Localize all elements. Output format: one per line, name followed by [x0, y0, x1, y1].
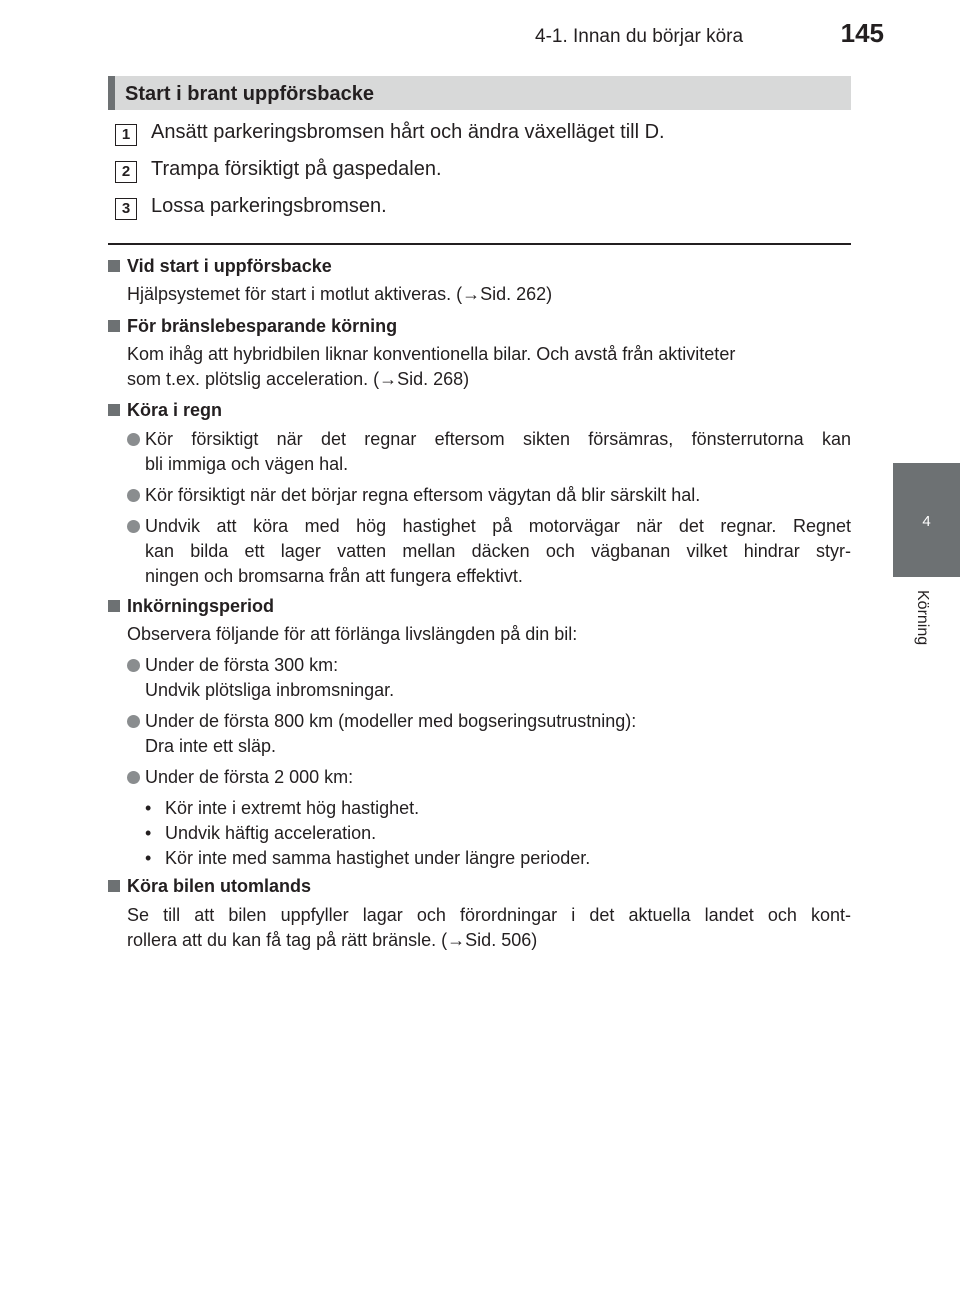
- circle-bullet-icon: [127, 520, 140, 533]
- sub-list-item: • Kör inte i extremt hög hastighet.: [145, 798, 420, 818]
- circle-bullet-icon: [127, 771, 140, 784]
- step-text: Ansätt parkeringsbromsen hårt och ändra växelläget till D.: [151, 121, 665, 143]
- square-bullet-icon: [108, 404, 120, 416]
- chapter-label: Körning: [914, 590, 931, 646]
- note-text: Observera följande för att förlänga livslängden på din bil:: [127, 624, 578, 644]
- section-title: Start i brant uppförsbacke: [125, 83, 374, 105]
- list-item: Under de första 800 km (modeller med bogseringsutrustning): Dra inte ett släp.: [127, 709, 851, 759]
- circle-bullet-icon: [127, 433, 140, 446]
- section-accent: [108, 76, 115, 110]
- note-text: Hjälpsystemet för start i motlut aktiveras. (→Sid. 262): [127, 284, 553, 304]
- chapter-tab: [893, 463, 960, 577]
- step-number: 3: [115, 198, 137, 220]
- square-bullet-icon: [108, 600, 120, 612]
- note-heading-vid-start: Vid start i uppförsbacke: [108, 256, 332, 277]
- list-item: Undvik att köra med hög hastighet på motorvägar när det regnar. Regnet kan bilda ett lager vatten mellan däcken och vägbanan vilket hindrar styr- ningen och bromsarna från att fungera effektivt.: [127, 514, 851, 589]
- note-heading-utomlands: Köra bilen utomlands: [108, 876, 311, 897]
- list-item: Kör försiktigt när det regnar eftersom sikten försämras, fönsterrutorna kan bli immiga och vägen hal.: [127, 427, 851, 477]
- sub-list-item: • Undvik häftig acceleration.: [145, 823, 377, 843]
- square-bullet-icon: [108, 320, 120, 332]
- page-number: 145: [840, 18, 884, 48]
- note-paragraph: Kom ihåg att hybridbilen liknar konventionella bilar. Och avstå från aktiviteter som t.ex. plötslig acceleration. (→Sid. 268): [127, 344, 736, 389]
- circle-bullet-icon: [127, 489, 140, 502]
- circle-bullet-icon: [127, 715, 140, 728]
- section-title-bar: [108, 76, 851, 110]
- square-bullet-icon: [108, 260, 120, 272]
- list-item: Under de första 2 000 km:: [127, 765, 851, 790]
- square-bullet-icon: [108, 880, 120, 892]
- circle-bullet-icon: [127, 659, 140, 672]
- sub-list-item: • Kör inte med samma hastighet under längre perioder.: [145, 848, 591, 868]
- note-heading-bransle: För bränslebesparande körning: [108, 316, 397, 337]
- divider-rule: [108, 243, 851, 245]
- note-heading-inkorning: Inkörningsperiod: [108, 596, 274, 617]
- chapter-number: 4: [922, 513, 931, 530]
- step-text: Trampa försiktigt på gaspedalen.: [151, 158, 442, 180]
- step-number: 2: [115, 161, 137, 183]
- step-text: Lossa parkeringsbromsen.: [151, 195, 387, 217]
- note-heading-regn: Köra i regn: [108, 400, 222, 421]
- header-section-title: 4-1. Innan du börjar köra: [535, 26, 744, 47]
- note-paragraph: Se till att bilen uppfyller lagar och förordningar i det aktuella landet och kont- rollera att du kan få tag på rätt bränsle. (→Sid. 506): [127, 905, 851, 950]
- list-item: Under de första 300 km: Undvik plötsliga inbromsningar.: [127, 653, 851, 703]
- step-number: 1: [115, 124, 137, 146]
- list-item: Kör försiktigt när det börjar regna eftersom vägytan då blir särskilt hal.: [127, 483, 851, 508]
